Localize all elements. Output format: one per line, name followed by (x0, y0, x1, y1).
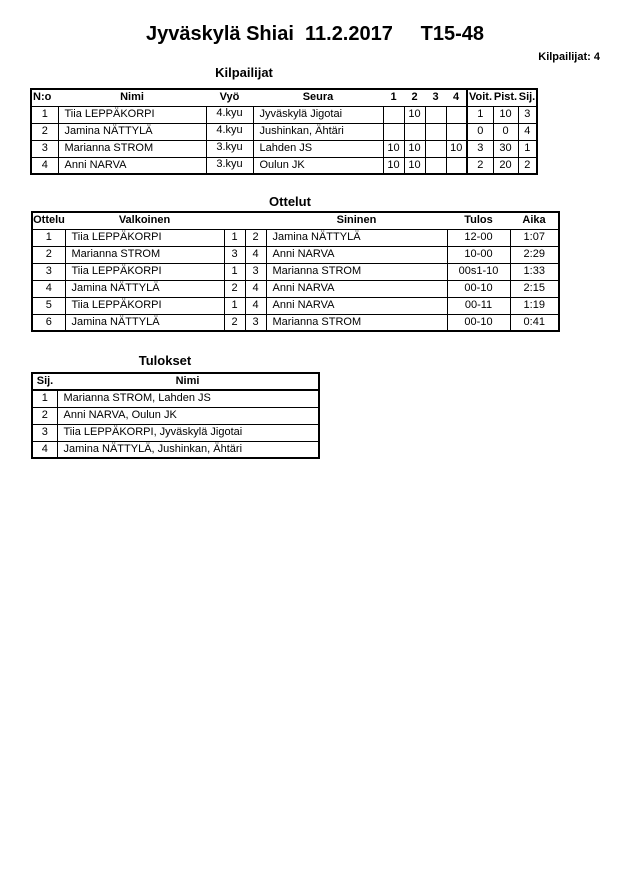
header-blue-number (245, 212, 266, 229)
cell-aika: 2:15 (510, 280, 559, 297)
cell-tulos: 12-00 (447, 229, 510, 246)
cell-round-4 (446, 157, 467, 174)
cell-nimi: Jamina NÄTTYLÄ, Jushinkan, Ähtäri (57, 441, 319, 458)
cell-nimi: Tiia LEPPÄKORPI, Jyväskylä Jigotai (57, 424, 319, 441)
cell-white-number: 1 (224, 263, 245, 280)
cell-aika: 1:07 (510, 229, 559, 246)
header-tulos: Tulos (447, 212, 510, 229)
cell-round-3 (425, 106, 446, 123)
header-sij: Sij. (32, 373, 57, 390)
match-row (32, 246, 559, 263)
cell-blue-number: 3 (245, 314, 266, 331)
cell-blue-number: 4 (245, 280, 266, 297)
header-white-number (224, 212, 245, 229)
cell-sininen: Anni NARVA (266, 297, 447, 314)
cell-valkoinen: Tiia LEPPÄKORPI (65, 229, 224, 246)
page-title: Jyväskylä Shiai 11.2.2017 T15-48 (145, 23, 485, 45)
cell-round-1 (383, 123, 404, 140)
cell-round-3 (425, 157, 446, 174)
cell-valkoinen: Tiia LEPPÄKORPI (65, 297, 224, 314)
cell-match-no: 4 (32, 280, 65, 297)
cell-white-number: 2 (224, 280, 245, 297)
cell-blue-number: 2 (245, 229, 266, 246)
cell-nimi: Marianna STROM (58, 140, 206, 157)
tulokset-table (31, 372, 320, 459)
cell-vyo: 4.kyu (206, 123, 253, 140)
header-sij: Sij. (518, 89, 537, 106)
cell-aika: 1:33 (510, 263, 559, 280)
cell-sininen: Marianna STROM (266, 263, 447, 280)
cell-valkoinen: Tiia LEPPÄKORPI (65, 263, 224, 280)
cell-sij: 3 (32, 424, 57, 441)
cell-match-no: 1 (32, 229, 65, 246)
cell-sij: 2 (518, 157, 537, 174)
header-round-3: 3 (425, 89, 446, 106)
cell-round-2: 10 (404, 140, 425, 157)
cell-seura: Oulun JK (253, 157, 383, 174)
cell-tulos: 00-10 (447, 280, 510, 297)
cell-no: 1 (31, 106, 58, 123)
cell-round-2: 10 (404, 106, 425, 123)
header-ottelu: Ottelu (32, 212, 65, 229)
cell-nimi: Anni NARVA, Oulun JK (57, 407, 319, 424)
competitor-row (31, 106, 537, 123)
cell-nimi: Marianna STROM, Lahden JS (57, 390, 319, 407)
cell-round-3 (425, 123, 446, 140)
header-valkoinen: Valkoinen (65, 212, 224, 229)
cell-pist: 10 (493, 106, 518, 123)
header-pist: Pist. (493, 89, 518, 106)
cell-tulos: 00-11 (447, 297, 510, 314)
cell-sininen: Anni NARVA (266, 246, 447, 263)
cell-sij: 4 (518, 123, 537, 140)
header-aika: Aika (510, 212, 559, 229)
cell-nimi: Jamina NÄTTYLÄ (58, 123, 206, 140)
cell-round-2: 10 (404, 157, 425, 174)
cell-white-number: 3 (224, 246, 245, 263)
match-row (32, 280, 559, 297)
header-sininen: Sininen (266, 212, 447, 229)
cell-blue-number: 4 (245, 297, 266, 314)
cell-vyo: 4.kyu (206, 106, 253, 123)
cell-round-1 (383, 106, 404, 123)
header-round-4: 4 (446, 89, 467, 106)
match-row (32, 263, 559, 280)
cell-match-no: 2 (32, 246, 65, 263)
cell-nimi: Tiia LEPPÄKORPI (58, 106, 206, 123)
cell-no: 3 (31, 140, 58, 157)
cell-white-number: 1 (224, 297, 245, 314)
header-no: N:o (31, 89, 58, 106)
cell-match-no: 3 (32, 263, 65, 280)
cell-sininen: Anni NARVA (266, 280, 447, 297)
cell-round-2 (404, 123, 425, 140)
cell-pist: 0 (493, 123, 518, 140)
cell-round-4 (446, 123, 467, 140)
cell-aika: 0:41 (510, 314, 559, 331)
section-heading-ottelut: Ottelut (269, 194, 311, 209)
match-row (32, 314, 559, 331)
cell-no: 4 (31, 157, 58, 174)
cell-sij: 1 (32, 390, 57, 407)
header-voit: Voit. (467, 89, 493, 106)
competitor-row (31, 140, 537, 157)
header-nimi: Nimi (57, 373, 319, 390)
cell-match-no: 6 (32, 314, 65, 331)
header-round-1: 1 (383, 89, 404, 106)
cell-seura: Jushinkan, Ähtäri (253, 123, 383, 140)
cell-sininen: Jamina NÄTTYLÄ (266, 229, 447, 246)
section-heading-kilpailijat: Kilpailijat (215, 65, 273, 80)
cell-valkoinen: Marianna STROM (65, 246, 224, 263)
cell-tulos: 10-00 (447, 246, 510, 263)
cell-seura: Jyväskylä Jigotai (253, 106, 383, 123)
section-heading-tulokset: Tulokset (138, 353, 192, 368)
cell-round-1: 10 (383, 140, 404, 157)
cell-sij: 1 (518, 140, 537, 157)
cell-valkoinen: Jamina NÄTTYLÄ (65, 280, 224, 297)
cell-pist: 20 (493, 157, 518, 174)
cell-nimi: Anni NARVA (58, 157, 206, 174)
cell-seura: Lahden JS (253, 140, 383, 157)
match-row (32, 229, 559, 246)
competitor-row (31, 157, 537, 174)
cell-tulos: 00s1-10 (447, 263, 510, 280)
cell-match-no: 5 (32, 297, 65, 314)
cell-sininen: Marianna STROM (266, 314, 447, 331)
cell-white-number: 1 (224, 229, 245, 246)
cell-voit: 2 (467, 157, 493, 174)
cell-no: 2 (31, 123, 58, 140)
cell-voit: 1 (467, 106, 493, 123)
kilpailijat-header-row (31, 89, 537, 106)
cell-valkoinen: Jamina NÄTTYLÄ (65, 314, 224, 331)
ottelut-table (31, 211, 560, 332)
cell-sij: 2 (32, 407, 57, 424)
cell-vyo: 3.kyu (206, 157, 253, 174)
result-row (32, 441, 319, 458)
result-row (32, 424, 319, 441)
competitor-row (31, 123, 537, 140)
cell-pist: 30 (493, 140, 518, 157)
header-nimi: Nimi (58, 89, 206, 106)
competitor-count: Kilpailijat: 4 (538, 51, 600, 63)
cell-sij: 4 (32, 441, 57, 458)
cell-white-number: 2 (224, 314, 245, 331)
cell-blue-number: 3 (245, 263, 266, 280)
cell-vyo: 3.kyu (206, 140, 253, 157)
cell-voit: 3 (467, 140, 493, 157)
result-row (32, 390, 319, 407)
cell-blue-number: 4 (245, 246, 266, 263)
header-round-2: 2 (404, 89, 425, 106)
result-row (32, 407, 319, 424)
cell-round-4 (446, 106, 467, 123)
cell-aika: 1:19 (510, 297, 559, 314)
cell-round-4: 10 (446, 140, 467, 157)
cell-tulos: 00-10 (447, 314, 510, 331)
header-vyo: Vyö (206, 89, 253, 106)
cell-sij: 3 (518, 106, 537, 123)
ottelut-header-row (32, 212, 559, 229)
tulokset-header-row (32, 373, 319, 390)
cell-round-1: 10 (383, 157, 404, 174)
match-row (32, 297, 559, 314)
cell-aika: 2:29 (510, 246, 559, 263)
kilpailijat-table (30, 88, 538, 175)
cell-round-3 (425, 140, 446, 157)
header-seura: Seura (253, 89, 383, 106)
cell-voit: 0 (467, 123, 493, 140)
